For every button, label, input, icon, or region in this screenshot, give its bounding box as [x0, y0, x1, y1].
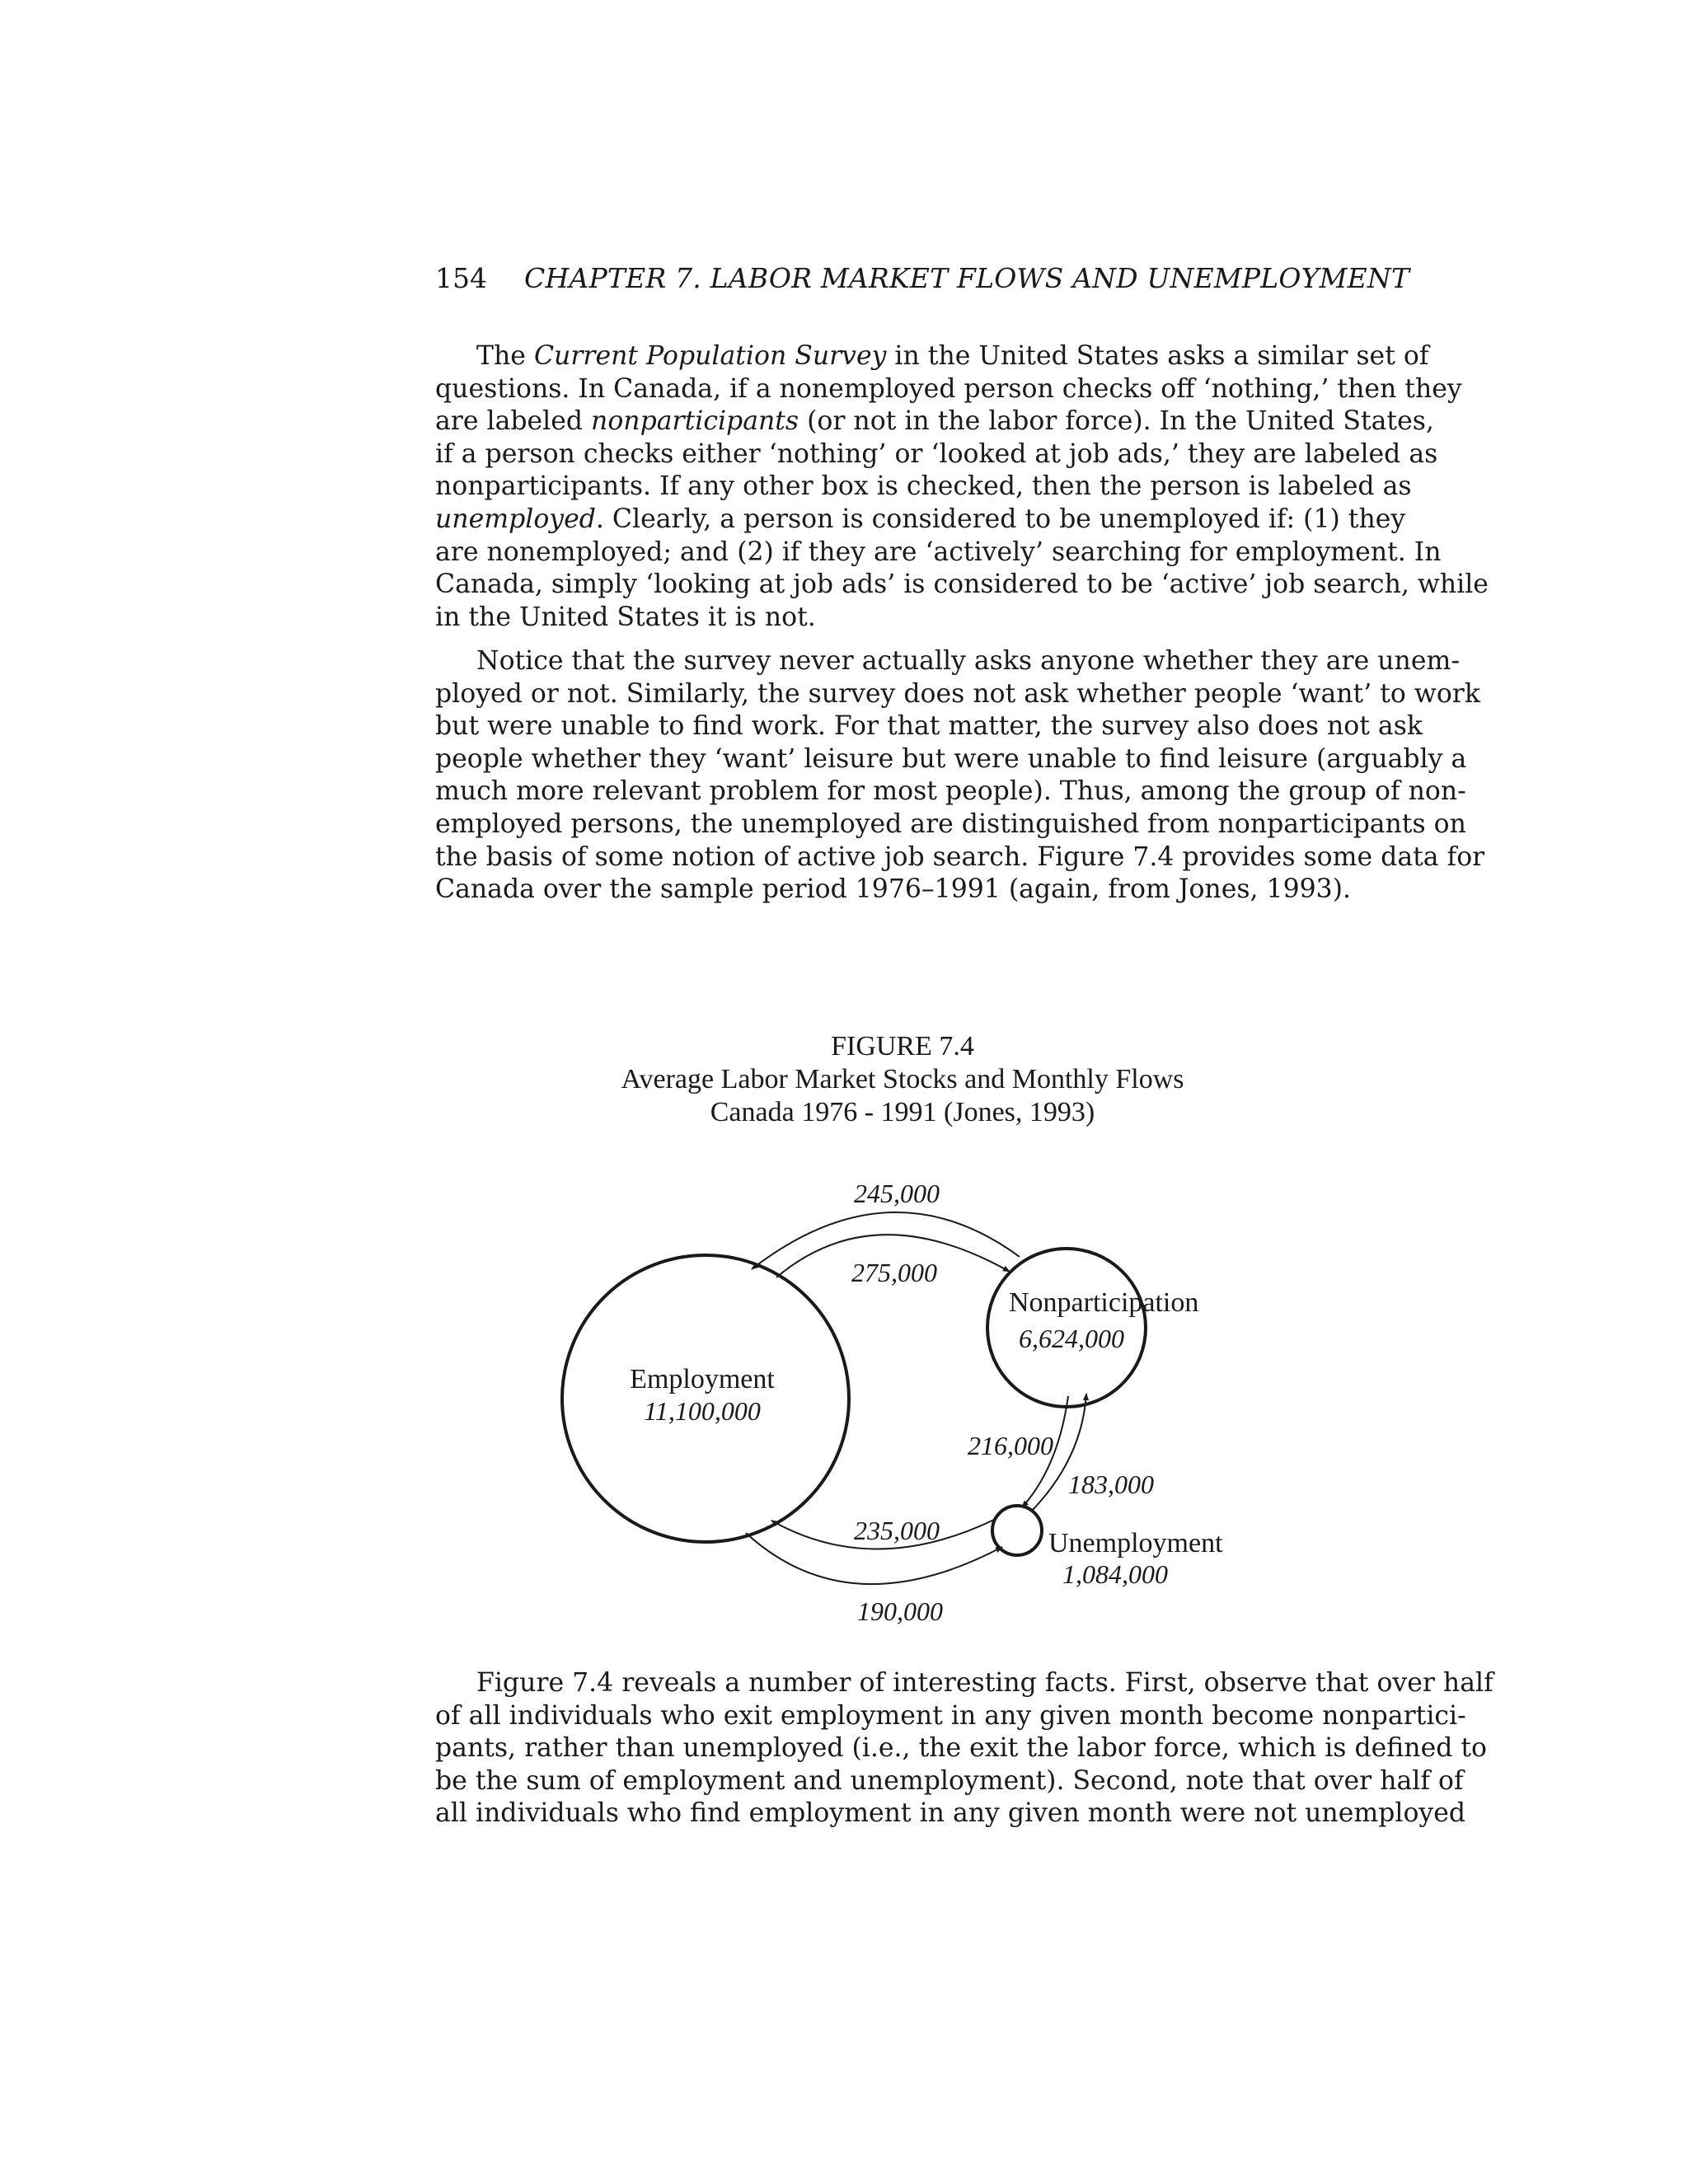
figure-subtitle: Canada 1976 - 1991 (Jones, 1993) [710, 1097, 1095, 1127]
text-line: the basis of some notion of active job search. Figure 7.4 provides some data for [435, 841, 1485, 872]
text-line: unemployed. Clearly, a person is considered to be unemployed if: (1) they [435, 504, 1406, 534]
flow-label-e-to-u: 190,000 [857, 1596, 943, 1626]
text-line: but were unable to find work. For that matter, the survey also does not ask [435, 711, 1423, 742]
text-line: of all individuals who exit employment in any given month become nonpartici- [435, 1700, 1466, 1731]
text-line: employed persons, the unemployed are distinguished from nonparticipants on [435, 808, 1466, 839]
text-line: are labeled nonparticipants (or not in the labor force). In the United States, [435, 406, 1434, 437]
flow-label-u-to-n: 183,000 [1068, 1469, 1154, 1499]
text-line: The Current Population Survey in the United States asks a similar set of [476, 341, 1429, 371]
text-line: Notice that the survey never actually asks anyone whether they are unem- [476, 646, 1461, 676]
emphasis: Current Population Survey [533, 341, 887, 371]
text-line: Canada, simply ‘looking at job ads’ is considered to be ‘active’ job search, while [435, 569, 1489, 600]
flow-label-e-to-n: 275,000 [851, 1258, 937, 1287]
employment-value: 11,100,000 [644, 1396, 761, 1426]
chapter-title: CHAPTER 7. LABOR MARKET FLOWS AND UNEMPLOYMENT [524, 262, 1410, 294]
text-line: Figure 7.4 reveals a number of interesting facts. First, observe that over half [476, 1668, 1493, 1698]
unemployment-label: Unemployment [1048, 1528, 1223, 1558]
text-line: Canada over the sample period 1976–1991 (again, from Jones, 1993). [435, 874, 1352, 905]
flow-label-n-to-e: 245,000 [854, 1179, 940, 1208]
figure-label: FIGURE 7.4 [831, 1031, 974, 1062]
figure-title: Average Labor Market Stocks and Monthly Flows [621, 1064, 1184, 1094]
text-line: people whether they ‘want’ leisure but were unable to find leisure (arguably a [435, 743, 1467, 774]
text-line: if a person checks either ‘nothing’ or ‘looked at job ads,’ they are labeled as [435, 438, 1438, 469]
page-number: 154 [435, 262, 487, 294]
unemployment-value: 1,084,000 [1062, 1559, 1168, 1589]
text-line: in the United States it is not. [435, 602, 816, 632]
flow-label-u-to-e: 235,000 [854, 1516, 940, 1545]
text-line: much more relevant problem for most people). Thus, among the group of non- [435, 776, 1466, 807]
text-line: ployed or not. Similarly, the survey does not ask whether people ‘want’ to work [435, 678, 1480, 709]
text-line: nonparticipants. If any other box is checked, then the person is labeled as [435, 471, 1412, 502]
text-line: pants, rather than unemployed (i.e., the exit the labor force, which is defined to [435, 1733, 1488, 1764]
text-line: questions. In Canada, if a nonemployed person checks off ‘nothing,’ then they [435, 373, 1462, 404]
nonparticipation-value: 6,624,000 [1019, 1324, 1124, 1353]
flow-label-n-to-u: 216,000 [968, 1431, 1053, 1460]
text-line: be the sum of employment and unemployment). Second, note that over half of [435, 1765, 1464, 1796]
text-line: all individuals who find employment in any given month were not unemployed [435, 1798, 1466, 1829]
emphasis: nonparticipants [591, 406, 799, 437]
employment-label: Employment [630, 1364, 775, 1394]
text-line: are nonemployed; and (2) if they are ‘actively’ searching for employment. In [435, 537, 1442, 567]
nonparticipation-label: Nonparticipation [1009, 1287, 1199, 1318]
emphasis: unemployed [435, 504, 596, 534]
paragraph-3 [435, 1667, 1493, 1830]
